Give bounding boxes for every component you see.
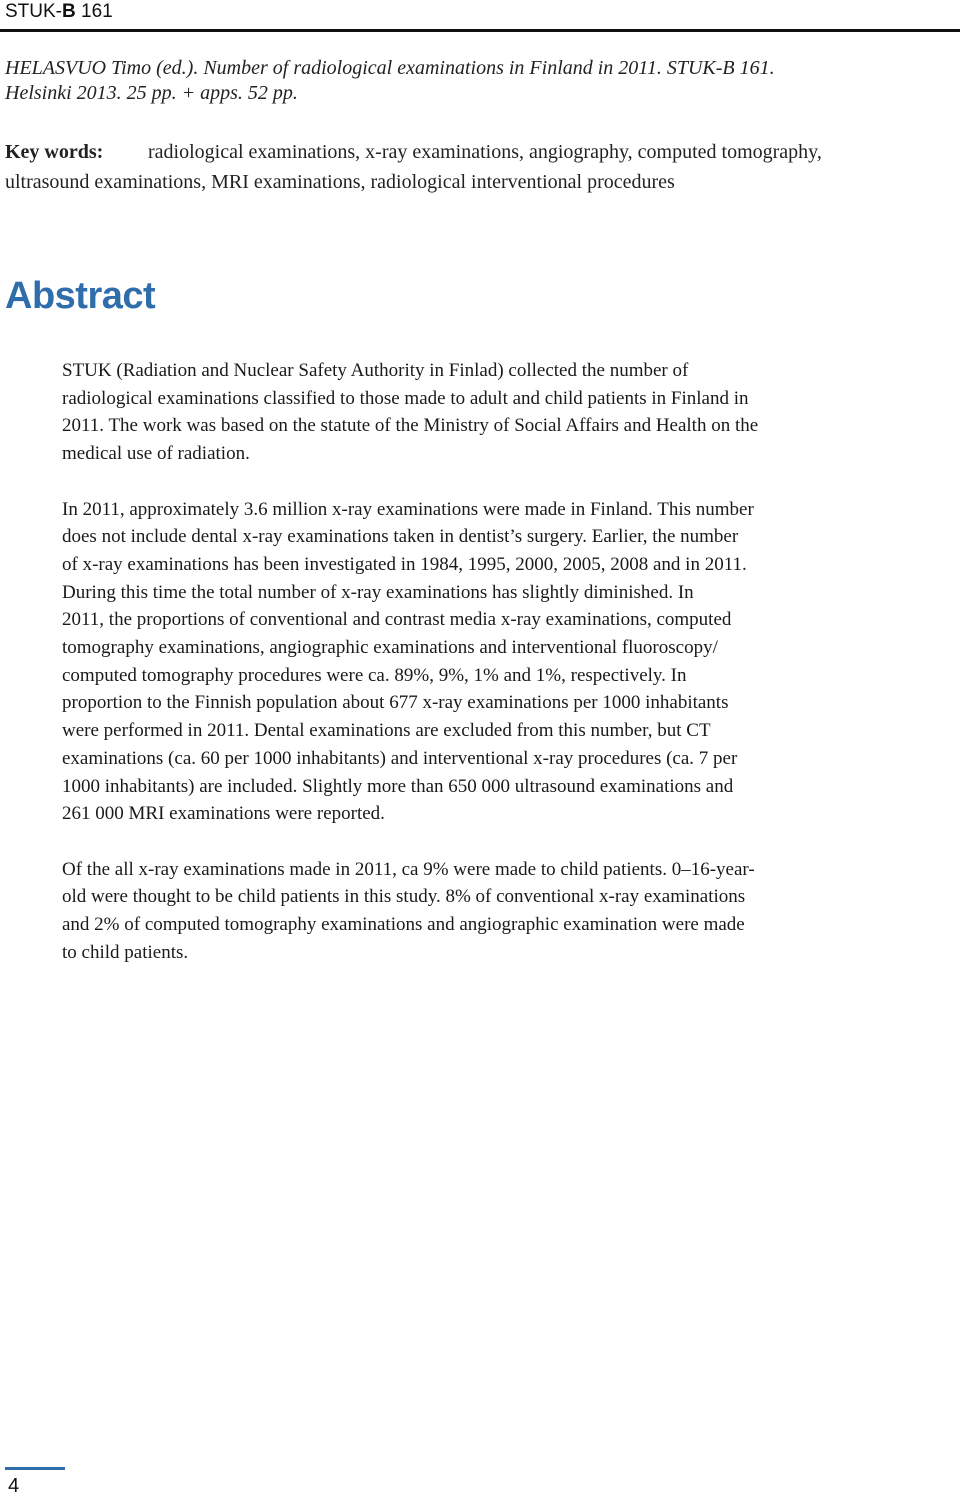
page-number: 4 — [8, 1475, 20, 1497]
keywords-line-1: radiological examinations, x-ray examinations, angiography, computed tomography, — [148, 141, 822, 163]
paragraph-line: examinations (ca. 60 per 1000 inhabitants) and interventional x-ray procedures (ca. 7 per — [62, 747, 738, 769]
keywords-line-2: ultrasound examinations, MRI examinations, radiological interventional procedures — [5, 171, 675, 193]
paragraph-line: were performed in 2011. Dental examinations are excluded from this number, but CT — [62, 720, 711, 742]
series-label — [5, 0, 113, 24]
paragraph-line: STUK (Radiation and Nuclear Safety Authority in Finlad) collected the number of — [62, 360, 689, 381]
abstract-paragraph — [62, 496, 942, 828]
paragraph-line: proportion to the Finnish population about 677 x-ray examinations per 1000 inhabitants — [62, 692, 729, 714]
keywords-label: Key words: — [5, 141, 104, 163]
page-number-rule — [5, 1467, 65, 1470]
paragraph-line: computed tomography procedures were ca. 89%, 9%, 1% and 1%, respectively. In — [62, 664, 687, 686]
paragraph-line: does not include dental x-ray examinations taken in dentist’s surgery. Earlier, the number — [62, 526, 739, 548]
citation — [5, 56, 945, 106]
keywords — [5, 137, 950, 197]
abstract-paragraph — [62, 357, 942, 468]
paragraph-line: 261 000 MRI examinations were reported. — [62, 803, 385, 825]
series-letter: B — [62, 1, 76, 22]
citation-line: Helsinki 2013. 25 pp. + apps. 52 pp. — [5, 82, 298, 104]
header-rule — [0, 29, 960, 32]
paragraph-line: 2011. The work was based on the statute of the Ministry of Social Affairs and Health on the — [62, 415, 759, 437]
series-number: 161 — [75, 1, 113, 22]
series-prefix: STUK- — [5, 1, 62, 22]
abstract-body — [62, 357, 942, 994]
paragraph-line: of x-ray examinations has been investigated in 1984, 1995, 2000, 2005, 2008 and in 2011. — [62, 553, 747, 575]
paragraph-line: radiological examinations classified to those made to adult and child patients in Finland in — [62, 387, 749, 409]
paragraph-line: medical use of radiation. — [62, 443, 250, 465]
paragraph-line: Of the all x-ray examinations made in 2011, ca 9% were made to child patients. 0–16-year- — [62, 858, 755, 880]
paragraph-line: tomography examinations, angiographic examinations and interventional fluoroscopy/ — [62, 637, 718, 659]
abstract-heading: Abstract — [5, 275, 156, 317]
paragraph-line: to child patients. — [62, 941, 189, 963]
paragraph-line: 2011, the proportions of conventional and contrast media x-ray examinations, computed — [62, 609, 732, 631]
citation-line: HELASVUO Timo (ed.). Number of radiological examinations in Finland in 2011. STUK-B 161. — [5, 57, 775, 79]
paragraph-line: and 2% of computed tomography examinations and angiographic examination were made — [62, 914, 745, 936]
paragraph-line: old were thought to be child patients in this study. 8% of conventional x-ray examinations — [62, 886, 746, 908]
paragraph-line: During this time the total number of x-ray examinations has slightly diminished. In — [62, 581, 694, 603]
paragraph-line: In 2011, approximately 3.6 million x-ray examinations were made in Finland. This number — [62, 498, 754, 520]
paragraph-line: 1000 inhabitants) are included. Slightly more than 650 000 ultrasound examinations and — [62, 775, 734, 797]
abstract-paragraph — [62, 856, 942, 967]
